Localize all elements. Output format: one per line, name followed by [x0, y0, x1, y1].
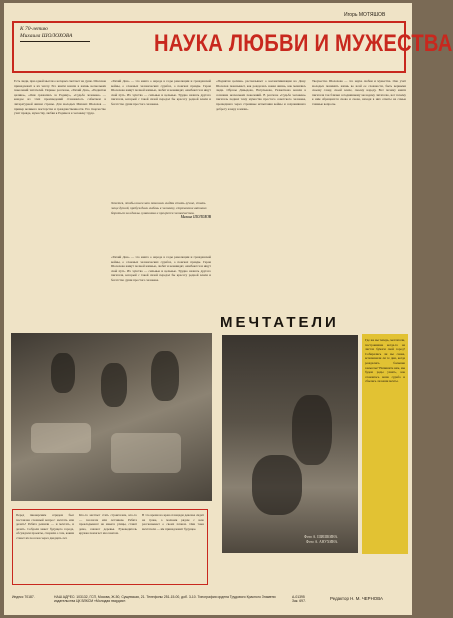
article-column-1 [14, 79, 106, 304]
magazine-page [4, 3, 453, 615]
quote-text: Хочется, чтобы книги мои помогали людям стать лучше, стать чище душой, пробуждали любовь к человеку, стремление активно бороться за идеалы гуманизма и прогресса человечества. [111, 201, 207, 215]
article-column-2 [111, 79, 211, 199]
photo-girl-with-tractor [222, 335, 358, 553]
dedication [20, 26, 90, 42]
footer-code: А-01395 [292, 595, 305, 599]
boxed-text-2: Кто-то мечтает стать строителем, кто-то — геологом или летчиком. Ребята прокладывают на макете улицы, ставят дома, сажают деревья. Руководитель кружка помогает им советом. [79, 513, 137, 536]
photo-figure [292, 395, 332, 465]
section-title: МЕЧТАТЕЛИ [220, 314, 339, 331]
boxed-text-1: Перед пионерским отрядом был поставлен сложный вопрос: мечтать или делать? Ребята решили — и мечтать, и делать. Собрали макет будущего города, обсуждали проекты, спорили о том, каким станет их поселок через двадцать лет. [16, 513, 74, 540]
article-title: НАУКА ЛЮБВИ И МУЖЕСТВА [154, 30, 453, 57]
dedication-line1: К 70-летию [20, 26, 48, 32]
article-text-2b: «Тихий Дон» — это книга о народе в годы революции и гражданской войны, о сложных человеческих судьбах, о поисках правды. Герои Шолохова живут полной жизнью, любят и ненавидят, ошибаются и ищут свой путь. Их чувства — сильные и цельные. Трудно назвать другого писателя, который с такой силой передал бы красоту родной земли и богатство души простого человека. [111, 255, 211, 282]
photo-figure [151, 351, 179, 401]
footer-order: Зак. 697. [292, 599, 306, 604]
article-text-3: «Поднятая целина» рассказывает о коллективизации на Дону. Шолохов показывает, как рождалась новая жизнь, как менялись люди. Образы Давыдова, Нагульнова, Разметнова вошли в сознание нескольких поколений. В рассказе «Судьба человека» писатель поднял тему мужества простого советского человека, прошедшего через страшные испытания войны и сохранившего доброту и веру в жизнь. [216, 79, 306, 111]
yellow-note-text: Где же вы теперь, мечтатели, построившие когда-то на листах бумаги свой город? Собирались ли вы снова, вспоминали ли те дни, когда рождались большие замыслы? Напишите нам, мы будем рады узнать, как сложилась ваша судьба и сбылись ли ваши мечты. [365, 338, 405, 384]
photo-figure [252, 455, 302, 515]
dedication-rule [20, 41, 90, 42]
footer-editor: Редактор Н. М. ЧЕРНОВА [330, 596, 383, 601]
article-text-1: Есть люди, при одной мысли о которых светлеет на душе. Шолохов принадлежит к их числу. Его книги вошли в жизнь нескольких поколений читателей. Первые рассказы, «Тихий Дон», «Поднятая целина», «Они сражались за Родину», «Судьба человека» — каждое из этих произведений становилось событием в литературной жизни страны. Для молодых Михаил Шолохов — пример великого мастерства и гражданственности. Его творчество учит правде, мужеству, любви к Родине и к человеку труда. [14, 79, 106, 116]
photo-figure [51, 353, 75, 393]
article-column-2b [111, 255, 211, 305]
photo-city-model [111, 433, 181, 473]
pull-quote [111, 201, 211, 251]
footer-address: НАШ АДРЕС: 103132, ГСП, Москва, Ж-50, Сущевская, 21. Телефоны 251-15-00, доб. 3-10. Типография ордена Трудового Красного Знамени издательства ЦК ВЛКСМ «Молодая гвардия». [54, 595, 276, 604]
footer-codes [292, 595, 306, 604]
photo-credit-1: Фото А. ШИШКИНА. [304, 535, 339, 539]
footer-index: Индекс 70187. [12, 595, 35, 599]
photo-children-model [11, 333, 212, 501]
author-byline: Игорь МОТЯШОВ [344, 12, 386, 18]
bottom-boxed-text [12, 509, 208, 585]
dedication-line2: Михаила ШОЛОХОВА [20, 32, 73, 39]
article-text-4: Творчество Шолохова — это наука любви и мужества. Оно учит молодых понимать жизнь во всей ее сложности, быть верными своему слову, своей земле, своему народу. Вот почему книги писателя так близки сегодняшнему молодому читателю, вот почему к ним обращаются снова и снова, находя в них ответы на самые главные вопросы. [312, 79, 406, 106]
article-column-4 [312, 79, 406, 304]
sidebar-yellow-note [362, 334, 408, 554]
photo-credits [304, 535, 338, 545]
quote-signature: Михаил ШОЛОХОВ [180, 215, 211, 220]
boxed-text-3: В это время на краю площади девочка сидит на траве, а мальчик рядом с нею рассказывает о своих планах. Они тоже мечтатели — им принадлежит будущее. [142, 513, 204, 531]
photo-figure [101, 363, 127, 407]
article-text-2: «Тихий Дон» — это книга о народе в годы революции и гражданской войны, о сложных человеческих судьбах, о поисках правды. Герои Шолохова живут полной жизнью, любят и ненавидят, ошибаются и ищут свой путь. Их чувства — сильные и цельные. Трудно назвать другого писателя, который с такой силой передал бы красоту родной земли и богатство души простого человека. [111, 79, 211, 106]
photo-city-model [31, 423, 91, 453]
photo-credit-2: Фото А. АНУХИНА. [305, 539, 339, 544]
article-column-3 [216, 79, 306, 304]
